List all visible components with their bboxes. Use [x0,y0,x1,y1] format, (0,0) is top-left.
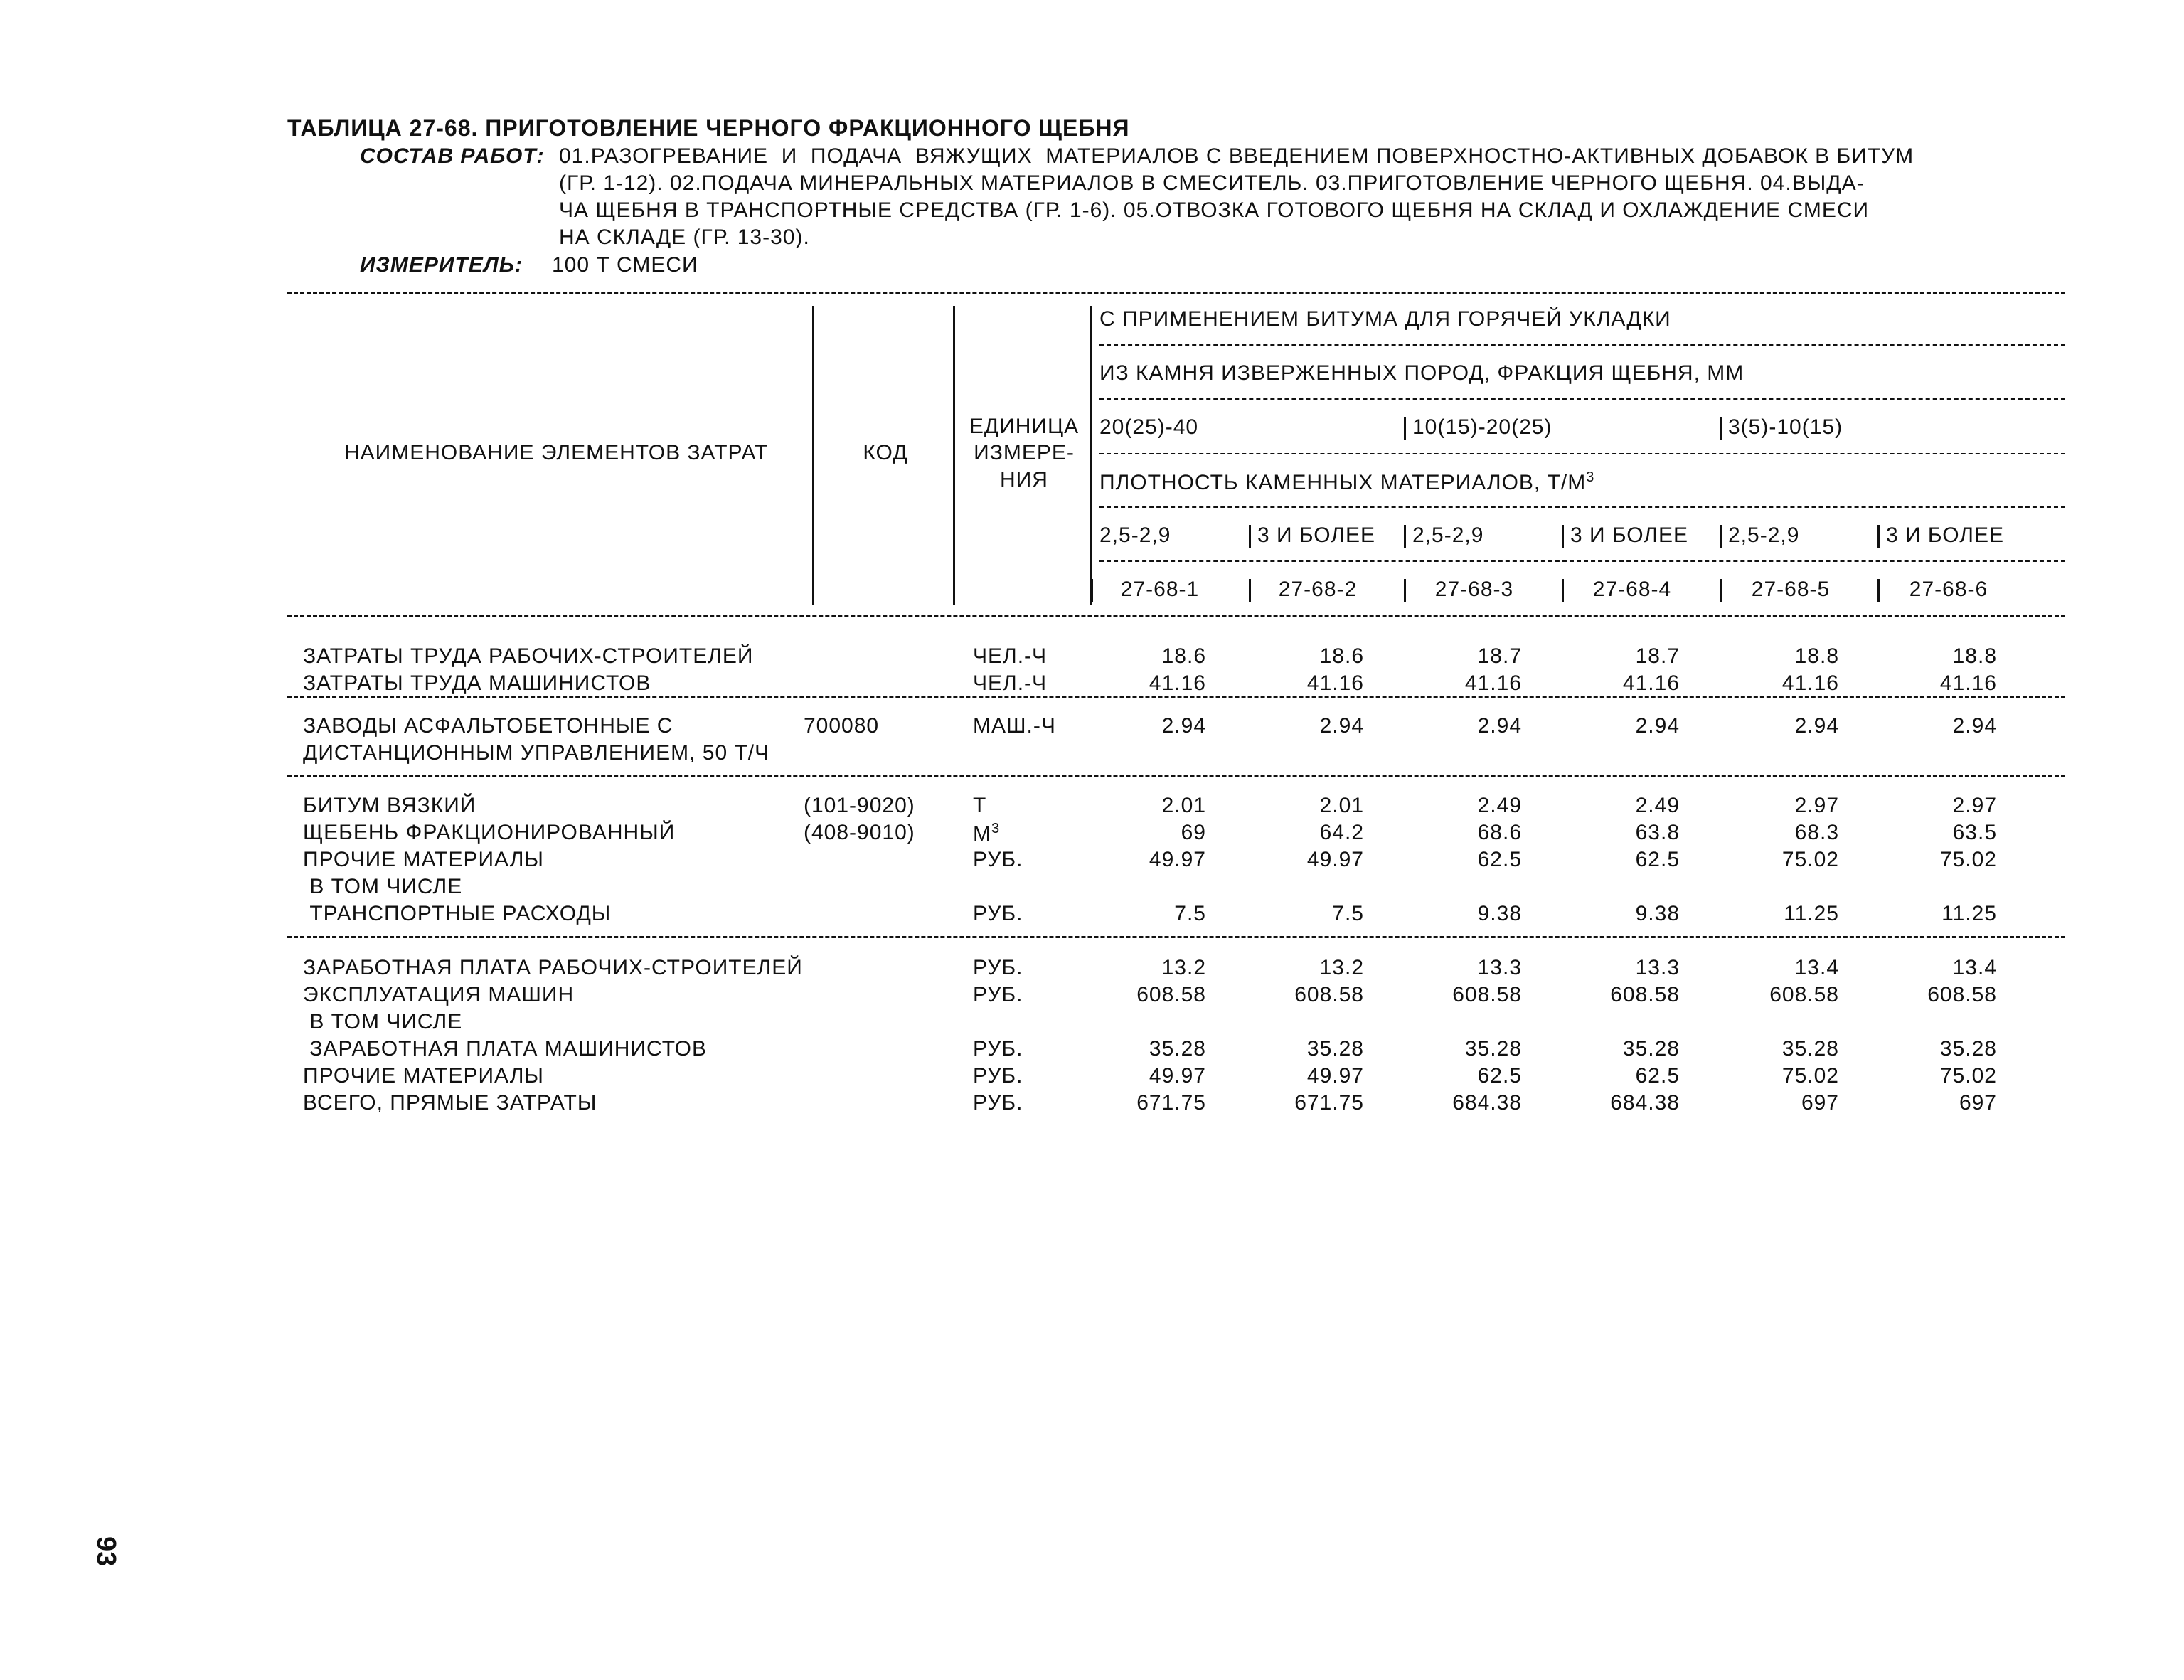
row-value: 2.94 [1477,714,1522,738]
row-value: 62.5 [1635,1064,1680,1088]
group-header-2: ИЗ КАМНЯ ИЗВЕРЖЕННЫХ ПОРОД, ФРАКЦИЯ ЩЕБНЯ, ММ [1099,361,1744,385]
row-value: 75.02 [1939,1064,1997,1088]
row-value: 35.28 [1939,1037,1997,1060]
code-value-6: 27-68-6 [1909,578,1988,601]
row-value: 13.2 [1319,956,1364,979]
code-value-5: 27-68-5 [1751,578,1831,601]
row-name: ЗАРАБОТНАЯ ПЛАТА РАБОЧИХ-СТРОИТЕЛЕЙ [303,956,803,979]
row-name: ЭКСПЛУАТАЦИЯ МАШИН [303,983,575,1006]
row-value: 2.01 [1319,794,1364,817]
col-unit-header-1: ЕДИНИЦА [969,415,1080,438]
table-title: ТАБЛИЦА 27-68. ПРИГОТОВЛЕНИЕ ЧЕРНОГО ФРАКЦИОННОГО ЩЕБНЯ [287,115,1130,141]
row-unit-text: РУБ. [973,983,1023,1006]
density-header [1099,469,1594,495]
composition-line-1: 01.РАЗОГРЕВАНИЕ И ПОДАЧА ВЯЖУЩИХ МАТЕРИАЛОВ С ВВЕДЕНИЕМ ПОВЕРХНОСТНО-АКТИВНЫХ ДОБАВОК В БИТУМ [559,144,1914,168]
row-value: 18.8 [1794,644,1839,668]
row-unit [973,1064,1023,1088]
row-code: (101-9020) [804,794,915,817]
measure-label: ИЗМЕРИТЕЛЬ: [360,253,523,277]
row-value: 2.49 [1635,794,1680,817]
code-value-1: 27-68-1 [1120,578,1200,601]
code-value-3: 27-68-3 [1434,578,1514,601]
head-rule-1 [1099,344,2065,346]
row-value: 697 [1959,1091,1997,1115]
row-unit [973,1037,1023,1061]
row-value: 41.16 [1464,671,1522,695]
code-divider [1249,579,1251,602]
code-divider [1562,579,1564,602]
row-name: ЗАВОДЫ АСФАЛЬТОБЕТОННЫЕ С [303,714,673,738]
row-value: 13.3 [1477,956,1522,979]
fraction-1: 20(25)-40 [1099,415,1199,439]
row-value: 35.28 [1149,1037,1206,1060]
code-divider [1404,579,1406,602]
code-divider [1091,579,1093,602]
density-label: ПЛОТНОСТЬ КАМЕННЫХ МАТЕРИАЛОВ, Т/М [1099,471,1587,494]
row-value: 35.28 [1306,1037,1364,1060]
row-unit-text: РУБ. [973,902,1023,925]
row-unit-text: МАШ.-Ч [973,714,1056,738]
row-value: 62.5 [1477,1064,1522,1088]
col-divider-code [812,306,814,605]
row-value: 671.75 [1294,1091,1364,1115]
row-value: 684.38 [1610,1091,1680,1115]
row-value: 49.97 [1149,848,1206,871]
page-number: 93 [91,1536,121,1567]
row-value: 2.97 [1952,794,1997,817]
row-name: В ТОМ ЧИСЛЕ [303,875,463,898]
row-value: 13.3 [1635,956,1680,979]
col-unit-header-3: НИЯ [1000,468,1048,491]
row-name: ПРОЧИЕ МАТЕРИАЛЫ [303,848,544,871]
row-value: 75.02 [1939,848,1997,871]
row-value: 41.16 [1781,671,1839,695]
row-name: В ТОМ ЧИСЛЕ [303,1010,463,1033]
row-value: 671.75 [1136,1091,1206,1115]
row-value: 7.5 [1174,902,1206,925]
head-bottom-rule [287,615,2065,617]
section-rule-3 [287,936,2065,938]
row-code: 700080 [804,714,880,738]
row-value: 75.02 [1781,848,1839,871]
row-value: 608.58 [1294,983,1364,1006]
row-name: ДИСТАНЦИОННЫМ УПРАВЛЕНИЕМ, 50 Т/Ч [303,741,770,765]
row-name: ТРАНСПОРТНЫЕ РАСХОДЫ [303,902,612,925]
row-value: 2.94 [1952,714,1997,738]
table-top-rule [287,292,2065,294]
density-value-2: 3 И БОЛЕЕ [1257,523,1375,547]
code-divider [1720,579,1722,602]
row-value: 2.01 [1161,794,1206,817]
row-value: 2.94 [1794,714,1839,738]
row-name: ПРОЧИЕ МАТЕРИАЛЫ [303,1064,544,1088]
density-value-4: 3 И БОЛЕЕ [1570,523,1688,547]
row-value: 9.38 [1635,902,1680,925]
row-value: 608.58 [1927,983,1997,1006]
row-value: 62.5 [1477,848,1522,871]
row-value: 18.7 [1477,644,1522,668]
row-code: (408-9010) [804,821,915,844]
code-value-4: 27-68-4 [1592,578,1672,601]
row-value: 2.97 [1794,794,1839,817]
row-value: 18.8 [1952,644,1997,668]
density-divider [1562,525,1564,548]
row-value: 2.94 [1161,714,1206,738]
row-value: 41.16 [1622,671,1680,695]
row-name: ЗАТРАТЫ ТРУДА МАШИНИСТОВ [303,671,651,695]
head-rule-2 [1099,398,2065,400]
density-divider [1249,525,1251,548]
col-unit-header-2: ИЗМЕРЕ- [974,441,1075,464]
col-name-header: НАИМЕНОВАНИЕ ЭЛЕМЕНТОВ ЗАТРАТ [344,441,769,464]
row-unit [973,1091,1023,1115]
composition-line-4: НА СКЛАДЕ (ГР. 13-30). [559,225,810,249]
row-value: 2.49 [1477,794,1522,817]
row-value: 63.8 [1635,821,1680,844]
row-value: 68.3 [1794,821,1839,844]
head-rule-4 [1099,506,2065,508]
row-unit [973,714,1056,738]
row-value: 11.25 [1784,902,1839,925]
row-value: 13.4 [1794,956,1839,979]
row-value: 62.5 [1635,848,1680,871]
fraction-divider-3 [1720,417,1722,440]
row-unit [973,794,986,818]
head-rule-3 [1099,453,2065,454]
section-rule-1 [287,696,2065,698]
row-value: 63.5 [1952,821,1997,844]
row-unit-text: РУБ. [973,956,1023,979]
row-unit-text: ЧЕЛ.-Ч [973,644,1048,668]
row-value: 69 [1181,821,1206,844]
row-value: 64.2 [1319,821,1364,844]
measure-value: 100 Т СМЕСИ [552,253,698,277]
density-value-3: 2,5-2,9 [1412,523,1484,547]
section-rule-2 [287,775,2065,777]
density-divider [1877,525,1880,548]
row-value: 684.38 [1452,1091,1522,1115]
fraction-3: 3(5)-10(15) [1728,415,1843,439]
row-value: 49.97 [1306,848,1364,871]
composition-line-2: (ГР. 1-12). 02.ПОДАЧА МИНЕРАЛЬНЫХ МАТЕРИАЛОВ В СМЕСИТЕЛЬ. 03.ПРИГОТОВЛЕНИЕ ЧЕРНОГО ЩЕБНЯ. 04.ВЫДА- [559,171,1865,195]
row-unit-text: РУБ. [973,1064,1023,1088]
row-unit-sup: 3 [991,821,1001,836]
density-sup: 3 [1586,469,1595,485]
row-unit-text: РУБ. [973,1091,1023,1115]
row-unit-text: РУБ. [973,848,1023,871]
row-unit-text: Т [973,794,987,817]
row-value: 13.2 [1161,956,1206,979]
code-divider [1877,579,1880,602]
row-unit [973,644,1047,669]
row-value: 41.16 [1306,671,1364,695]
code-value-2: 27-68-2 [1278,578,1358,601]
row-value: 35.28 [1781,1037,1839,1060]
row-unit [973,902,1023,926]
head-rule-5 [1099,560,2065,562]
row-value: 2.94 [1635,714,1680,738]
row-value: 75.02 [1781,1064,1839,1088]
row-value: 2.94 [1319,714,1364,738]
density-value-6: 3 И БОЛЕЕ [1886,523,2004,547]
row-unit-text: ЧЕЛ.-Ч [973,671,1048,695]
col-code-header: КОД [863,441,908,464]
row-value: 608.58 [1769,983,1839,1006]
row-name: ЗАТРАТЫ ТРУДА РАБОЧИХ-СТРОИТЕЛЕЙ [303,644,754,668]
row-value: 49.97 [1149,1064,1206,1088]
row-value: 41.16 [1149,671,1206,695]
density-divider [1404,525,1406,548]
density-value-5: 2,5-2,9 [1728,523,1800,547]
density-divider [1720,525,1722,548]
row-name: ВСЕГО, ПРЯМЫЕ ЗАТРАТЫ [303,1091,597,1115]
row-value: 608.58 [1452,983,1522,1006]
row-unit [973,821,1000,846]
group-header-1: С ПРИМЕНЕНИЕМ БИТУМА ДЛЯ ГОРЯЧЕЙ УКЛАДКИ [1099,307,1671,331]
row-value: 697 [1801,1091,1839,1115]
row-name: БИТУМ ВЯЗКИЙ [303,794,476,817]
row-value: 18.7 [1635,644,1680,668]
row-unit [973,671,1047,696]
fraction-divider-2 [1404,417,1406,440]
fraction-2: 10(15)-20(25) [1412,415,1552,439]
row-value: 35.28 [1622,1037,1680,1060]
row-value: 9.38 [1477,902,1522,925]
row-unit-text: РУБ. [973,1037,1023,1060]
row-unit [973,983,1023,1007]
row-value: 35.28 [1464,1037,1522,1060]
row-unit [973,848,1023,872]
density-value-1: 2,5-2,9 [1099,523,1171,547]
row-unit-text: М [973,822,991,846]
row-value: 7.5 [1332,902,1364,925]
row-value: 41.16 [1939,671,1997,695]
composition-label: СОСТАВ РАБОТ: [360,144,545,168]
row-value: 68.6 [1477,821,1522,844]
row-value: 608.58 [1610,983,1680,1006]
row-value: 608.58 [1136,983,1206,1006]
row-name: ЩЕБЕНЬ ФРАКЦИОНИРОВАННЫЙ [303,821,676,844]
row-value: 18.6 [1319,644,1364,668]
row-value: 11.25 [1941,902,1997,925]
row-value: 18.6 [1161,644,1206,668]
row-unit [973,956,1023,980]
row-name: ЗАРАБОТНАЯ ПЛАТА МАШИНИСТОВ [303,1037,708,1060]
row-value: 13.4 [1952,956,1997,979]
row-value: 49.97 [1306,1064,1364,1088]
composition-line-3: ЧА ЩЕБНЯ В ТРАНСПОРТНЫЕ СРЕДСТВА (ГР. 1-6). 05.ОТВОЗКА ГОТОВОГО ЩЕБНЯ НА СКЛАД И ОХЛАЖДЕНИЕ СМЕСИ [559,198,1870,222]
